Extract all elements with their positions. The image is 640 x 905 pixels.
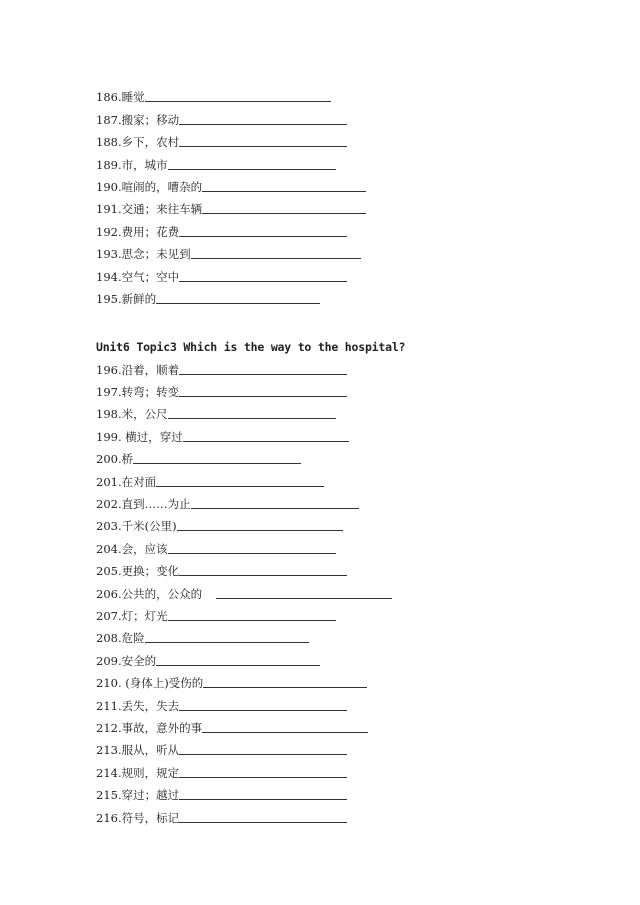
- vocab-item-216: [96, 802, 426, 824]
- item-number: 205.: [96, 564, 122, 579]
- answer-blank[interactable]: [183, 441, 349, 442]
- item-prompt: 乡下，农村: [121, 135, 180, 150]
- item-number: 189.: [96, 157, 122, 172]
- vocab-item-192: [96, 216, 426, 238]
- item-prompt: 市，城市: [121, 157, 168, 172]
- vocab-item-197: [96, 377, 426, 399]
- item-number: 208.: [96, 631, 122, 646]
- answer-blank[interactable]: [179, 754, 347, 755]
- item-number: 194.: [96, 269, 122, 284]
- item-number: 212.: [96, 720, 122, 735]
- vocab-item-211: [96, 690, 426, 712]
- vocab-item-199: [96, 421, 426, 443]
- item-prompt: 睡觉: [121, 90, 145, 105]
- item-prompt: 交通；来往车辆: [121, 202, 203, 217]
- vocab-item-189: [96, 149, 426, 171]
- vocab-item-215: [96, 780, 426, 802]
- item-number: 215.: [96, 788, 122, 803]
- vocab-item-205: [96, 556, 426, 578]
- answer-blank[interactable]: [179, 124, 347, 125]
- item-number: 214.: [96, 765, 122, 780]
- answer-blank[interactable]: [179, 575, 347, 576]
- item-prompt: 安全的: [121, 653, 157, 668]
- item-prompt: 千米(公里): [121, 519, 177, 534]
- answer-blank[interactable]: [168, 169, 336, 170]
- section-spacer: [96, 306, 426, 332]
- item-number: 204.: [96, 541, 122, 556]
- vocab-item-202: [96, 489, 426, 511]
- answer-blank[interactable]: [177, 530, 343, 531]
- item-prompt: 沿着，顺着: [121, 362, 180, 377]
- item-number: 187.: [96, 112, 122, 127]
- item-prompt: 符号，标记: [121, 810, 180, 825]
- vocab-item-206: [96, 578, 426, 600]
- item-prompt: (身体上)受伤的: [121, 676, 204, 691]
- item-prompt: 米，公尺: [121, 407, 168, 422]
- item-prompt: 灯；灯光: [121, 608, 168, 623]
- vocab-item-203: [96, 511, 426, 533]
- answer-blank[interactable]: [156, 486, 324, 487]
- answer-blank[interactable]: [202, 191, 366, 192]
- vocab-item-194: [96, 261, 426, 283]
- item-number: 186.: [96, 90, 122, 105]
- answer-blank[interactable]: [191, 258, 361, 259]
- item-prompt: 更换；变化: [121, 564, 180, 579]
- vocab-item-201: [96, 466, 426, 488]
- vocab-item-200: [96, 444, 426, 466]
- answer-blank[interactable]: [179, 146, 347, 147]
- answer-blank[interactable]: [179, 281, 347, 282]
- item-prompt: 横过，穿过: [121, 429, 183, 444]
- vocab-item-188: [96, 127, 426, 149]
- item-number: 202.: [96, 497, 122, 512]
- answer-blank[interactable]: [145, 101, 331, 102]
- item-prompt: 丢失，失去: [121, 698, 180, 713]
- item-number: 192.: [96, 224, 122, 239]
- answer-blank[interactable]: [216, 598, 392, 599]
- answer-blank[interactable]: [179, 799, 347, 800]
- item-number: 199.: [96, 429, 122, 444]
- item-prompt: 思念；未见到: [121, 247, 191, 262]
- vocab-item-193: [96, 239, 426, 261]
- answer-blank[interactable]: [179, 236, 347, 237]
- item-prompt: 会，应该: [121, 541, 168, 556]
- item-number: 209.: [96, 653, 122, 668]
- answer-blank[interactable]: [179, 374, 347, 375]
- item-number: 197.: [96, 385, 122, 400]
- item-prompt: 搬家；移动: [121, 112, 180, 127]
- answer-blank[interactable]: [203, 687, 367, 688]
- vocab-item-214: [96, 757, 426, 779]
- item-prompt: 喧闹的，嘈杂的: [121, 179, 203, 194]
- vocab-item-191: [96, 194, 426, 216]
- item-prompt: 直到……为止: [121, 497, 191, 512]
- vocab-item-208: [96, 623, 426, 645]
- vocab-item-209: [96, 645, 426, 667]
- unit-heading: Unit6 Topic3 Which is the way to the hospital?: [96, 340, 406, 355]
- item-number: 198.: [96, 407, 122, 422]
- item-number: 216.: [96, 810, 122, 825]
- item-number: 210.: [96, 676, 122, 691]
- vocab-item-198: [96, 399, 426, 421]
- answer-blank[interactable]: [133, 463, 301, 464]
- vocab-item-196: [96, 354, 426, 376]
- vocab-item-195: [96, 284, 426, 306]
- item-prompt: 公共的，公众的: [121, 586, 203, 601]
- item-number: 203.: [96, 519, 122, 534]
- item-prompt: 费用；花费: [121, 224, 180, 239]
- item-prompt: 穿过；越过: [121, 788, 180, 803]
- item-number: 188.: [96, 135, 122, 150]
- item-prompt: 服从，听从: [121, 743, 180, 758]
- worksheet: [96, 82, 426, 825]
- vocab-item-190: [96, 172, 426, 194]
- answer-blank[interactable]: [191, 508, 359, 509]
- item-number: 213.: [96, 743, 122, 758]
- item-number: 201.: [96, 474, 122, 489]
- item-number: 195.: [96, 291, 122, 306]
- item-prompt: 桥: [121, 452, 134, 467]
- answer-blank[interactable]: [168, 553, 336, 554]
- item-number: 193.: [96, 247, 122, 262]
- item-number: 190.: [96, 179, 122, 194]
- item-number: 207.: [96, 608, 122, 623]
- answer-blank[interactable]: [179, 777, 347, 778]
- answer-blank[interactable]: [179, 822, 347, 823]
- vocab-item-186: [96, 82, 426, 104]
- answer-blank[interactable]: [202, 213, 366, 214]
- item-number: 196.: [96, 362, 122, 377]
- vocab-item-207: [96, 601, 426, 623]
- answer-blank[interactable]: [145, 642, 309, 643]
- item-number: 200.: [96, 452, 122, 467]
- vocab-item-212: [96, 713, 426, 735]
- answer-blank[interactable]: [202, 732, 368, 733]
- answer-blank[interactable]: [168, 620, 336, 621]
- answer-blank[interactable]: [156, 303, 320, 304]
- vocab-item-204: [96, 533, 426, 555]
- vocab-item-210: [96, 668, 426, 690]
- item-prompt: 空气；空中: [121, 269, 180, 284]
- item-prompt: 危险: [121, 631, 145, 646]
- item-number: 191.: [96, 202, 122, 217]
- answer-blank[interactable]: [168, 418, 336, 419]
- item-prompt: 转弯；转变: [121, 385, 180, 400]
- item-prompt: 在对面: [121, 474, 157, 489]
- item-prompt: 事故，意外的事: [121, 720, 203, 735]
- answer-blank[interactable]: [179, 710, 347, 711]
- item-prompt: 新鲜的: [121, 291, 157, 306]
- item-number: 211.: [96, 698, 122, 713]
- vocab-item-187: [96, 104, 426, 126]
- item-number: 206.: [96, 586, 122, 601]
- vocab-item-213: [96, 735, 426, 757]
- answer-blank[interactable]: [179, 396, 347, 397]
- answer-blank[interactable]: [156, 665, 320, 666]
- item-prompt: 规则，规定: [121, 765, 180, 780]
